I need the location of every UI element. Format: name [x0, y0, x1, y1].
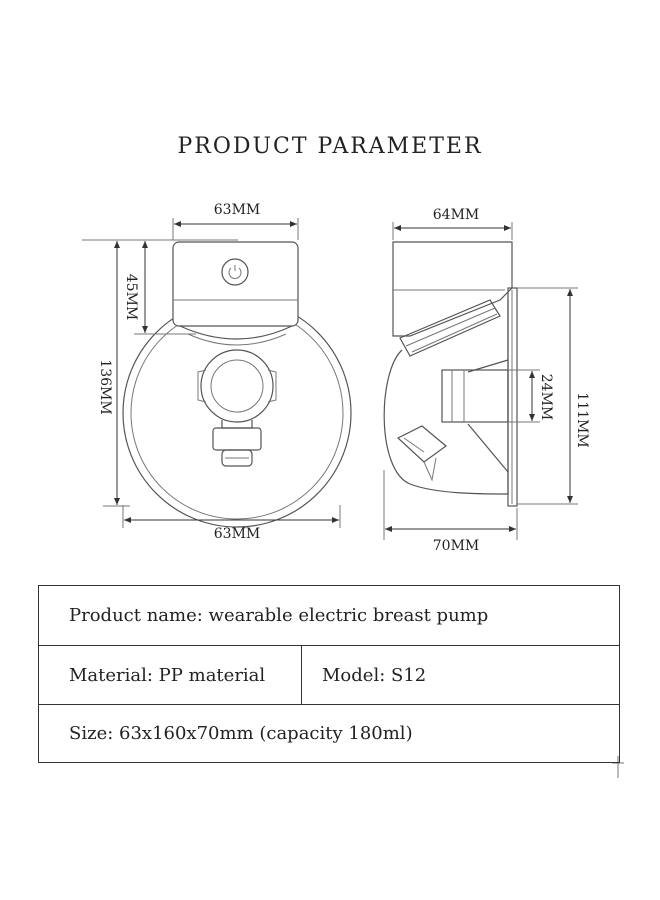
front-flange-outer [123, 299, 351, 527]
side-top-width-label: 64MM [432, 207, 480, 223]
side-height-label: 111MM [574, 392, 590, 448]
table-row-size [39, 705, 619, 762]
front-valve-ring-outer [201, 350, 273, 422]
page-title: PRODUCT PARAMETER [177, 134, 483, 159]
front-motor-height-label: 45MM [123, 273, 139, 321]
front-height-label: 136MM [97, 359, 113, 415]
product-name-cell: Product name: wearable electric breast pump [69, 605, 489, 626]
side-duckbill-valve [398, 426, 446, 462]
front-top-width-label: 63MM [213, 202, 261, 218]
front-view-drawing [82, 202, 351, 542]
power-button-icon [222, 259, 248, 285]
front-bottom-width-label: 63MM [213, 526, 261, 542]
spec-table [38, 585, 620, 763]
material-cell: Material: PP material [69, 664, 266, 686]
size-cell: Size: 63x160x70mm (capacity 180ml) [69, 723, 413, 744]
table-row-product-name [39, 586, 619, 646]
front-valve-body [213, 428, 261, 450]
side-view-drawing [384, 207, 590, 554]
model-cell: Model: S12 [301, 646, 619, 704]
side-nipple-diameter-label: 24MM [538, 373, 554, 421]
side-bottom-width-label: 70MM [432, 538, 480, 554]
side-motor-housing [393, 242, 512, 336]
table-row-material-model [39, 646, 619, 705]
front-valve-ring-inner [211, 360, 263, 412]
